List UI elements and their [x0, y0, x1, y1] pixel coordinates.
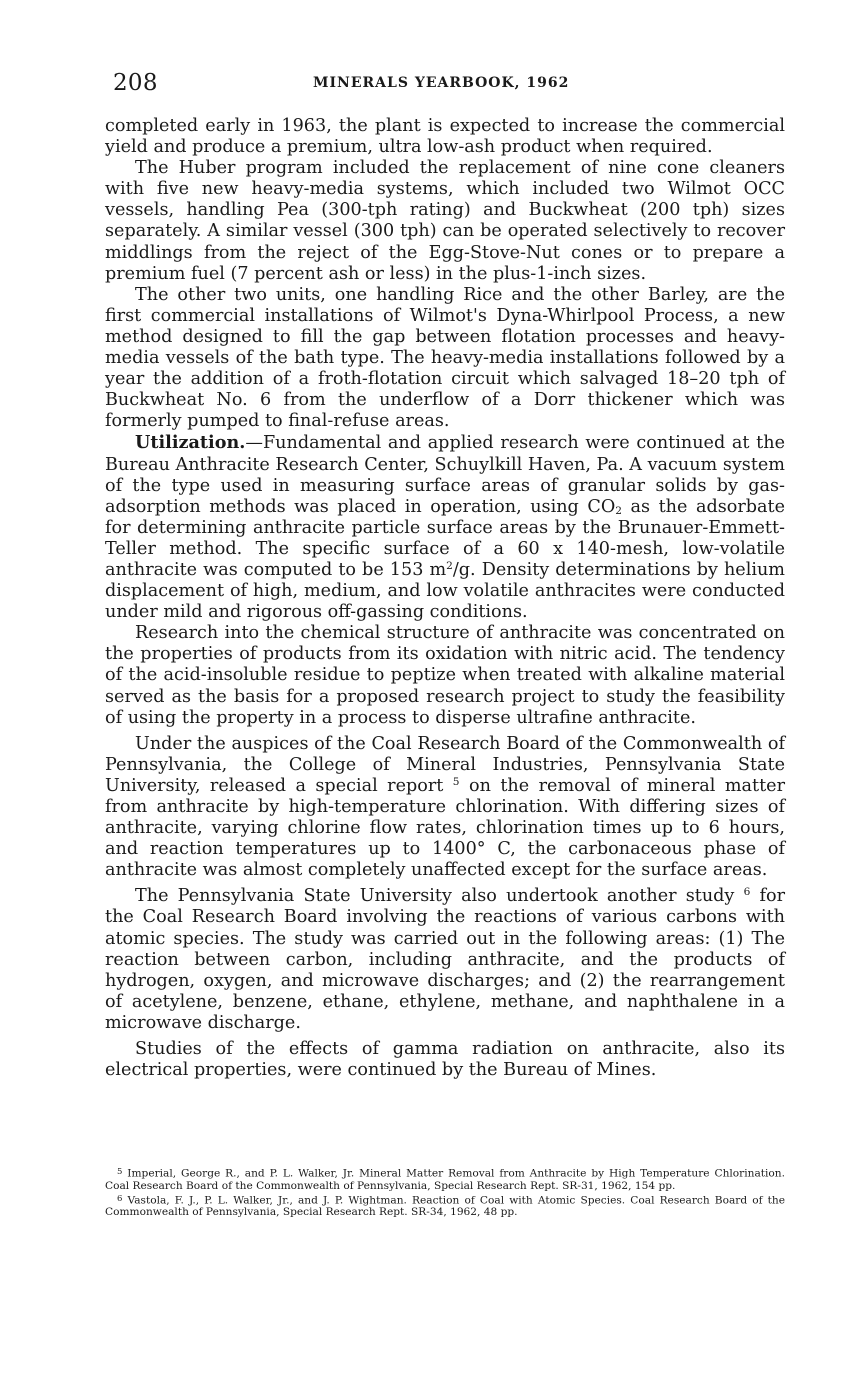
superscript: 2	[446, 560, 453, 573]
page-header	[113, 70, 785, 100]
footnote-mark: 6	[117, 1192, 123, 1203]
paragraph-other-units: The other two units, one handling Rice and the other Barley, are the first commercial installations of Wilmot's Dyna-Whirlpool Process, a new method designed to fill the gap between flotation processes and heavy-media vessels of the bath type. The heavy-media installations followed by a year the addition of a froth-flotation circuit which salvaged 18–20 tph of Buckwheat No. 6 from the underflow of a Dorr thickener which was formerly pumped to final-refuse areas.	[105, 284, 785, 432]
paragraph-text: The Pennsylvania State University also undertook another study	[135, 886, 744, 907]
paragraph-utilization	[105, 432, 785, 623]
footnote-5	[105, 1165, 785, 1192]
subscript: 2	[615, 504, 622, 517]
running-head: MINERALS YEARBOOK, 1962	[313, 75, 570, 91]
paragraph-text: —Fundamental and applied research were continued at the Bureau Anthracite Research Center, Schuylkill Haven, Pa. A vacuum system of the type used in measuring surface areas of granular solids by gas-adsorption methods was placed in operation, using CO	[105, 433, 785, 517]
paragraph-coal-research-board	[105, 734, 785, 882]
paragraph-chemical-structure: Research into the chemical structure of anthracite was concentrated on the properties of products from its oxidation with nitric acid. The tendency of the acid-insoluble residue to peptize when treated with alkaline material served as the basis for a proposed research project to study the feasibility of using the property in a process to disperse ultrafine anthracite.	[105, 623, 785, 728]
paragraph-text: on the removal of mineral matter from anthracite by high-temperature chlorination. With differing sizes of anthracite, varying chlorine flow rates, chlorination times up to 6 hours, and reaction temperatures up to 1400° C, the carbonaceous phase of anthracite was almost completely unaffected except for the surface areas.	[105, 775, 786, 881]
footnotes	[105, 1165, 785, 1218]
footnote-text: Imperial, George R., and P. L. Walker, Jr. Mineral Matter Removal from Anthracite by High Temperature Chlorination. Coal Research Board of the Commonwealth of Pennsylvania, Special Research Rept. SR-31, 1962, 154 pp.	[105, 1167, 785, 1192]
paragraph-huber-program: The Huber program included the replacement of nine cone cleaners with five new heavy-media systems, which included two Wilmot OCC vessels, handling Pea (300-tph rating) and Buckwheat (200 tph) sizes separately. A similar vessel (300 tph) can be operated selectively to recover middlings from the reject of the Egg-Stove-Nut cones or to prepare a premium fuel (7 percent ash or less) in the plus-1-inch sizes.	[105, 158, 785, 284]
page-number: 208	[113, 70, 158, 96]
footnote-mark: 5	[117, 1166, 123, 1176]
footnote-reference: 6	[743, 886, 751, 899]
paragraph-atomic-species	[105, 886, 785, 1034]
run-in-heading: Utilization.	[135, 432, 246, 454]
paragraph-gamma-radiation: Studies of the effects of gamma radiation on anthracite, also its electrical properties, were continued by the Bureau of Mines.	[105, 1039, 785, 1081]
paragraph-continued: completed early in 1963, the plant is expected to increase the commercial yield and produce a premium, ultra low-ash product when required.	[105, 116, 785, 158]
footnote-6	[105, 1192, 785, 1219]
paragraph-text: Under the auspices of the Coal Research Board of the Commonwealth of Pennsylvania, the College of Mineral Industries, Pennsylvania State University, released a special report	[105, 733, 785, 796]
paragraph-text: for the Coal Research Board involving the reactions of various carbons with atomic species. The study was carried out in the following areas: (1) The reaction between carbon, including anthracite, and the products of hydrogen, oxygen, and microwave discharges; and (2) the rearrangement of acetylene, benzene, ethane, ethylene, methane, and naphthalene in a microwave discharge.	[105, 886, 786, 1033]
paragraph-text: as the adsorbate for determining anthracite particle surface areas by the Brunauer-Emmett-Teller method. The specific surface of a 60 x 140-mesh, low-volatile anthracite was computed to be 153 m	[105, 496, 785, 580]
body-text	[105, 116, 785, 1081]
footnote-reference: 5	[452, 776, 460, 789]
footnote-text: Vastola, F. J., P. L. Walker, Jr., and J. P. Wightman. Reaction of Coal with Atomic Species. Coal Research Board of the Commonwealth of Pennsylvania, Special Research Rept. SR-34, 1962, 48 pp.	[105, 1194, 785, 1219]
paragraph-text: /g. Density determinations by helium displacement of high, medium, and low volatile anthracites were conducted under mild and rigorous off-gassing conditions.	[105, 559, 785, 623]
